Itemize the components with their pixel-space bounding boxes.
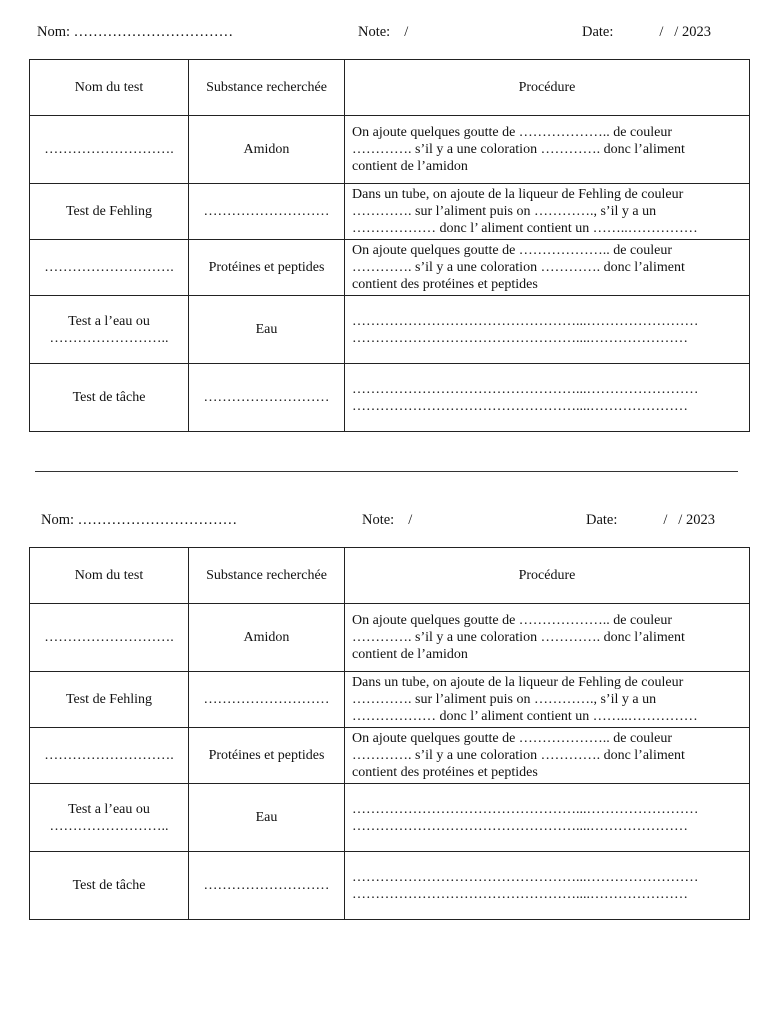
- date-field: [582, 24, 711, 44]
- procedure-cell: [345, 240, 750, 296]
- test-name-line: Test a l’eau ou: [68, 313, 150, 329]
- test-name-line: ……………………..: [49, 330, 169, 346]
- column-header-test-name: Nom du test: [30, 60, 189, 116]
- test-name-cell: Test de Fehling: [30, 184, 189, 240]
- table-header-row: [30, 60, 750, 116]
- procedure-cell: [345, 672, 750, 728]
- procedure-line: On ajoute quelques goutte de ……………….. de couleur: [352, 613, 672, 628]
- grade-slash: /: [408, 512, 413, 528]
- procedure-line: …………………………………………...……………………: [352, 801, 699, 817]
- column-header-test-name: Nom du test: [30, 548, 189, 604]
- substance-cell: ………………………: [189, 184, 345, 240]
- table-row: [30, 296, 750, 364]
- test-name-cell: Test de tâche: [30, 852, 189, 920]
- procedure-line: Dans un tube, on ajoute de la liqueur de Fehling de couleur: [352, 675, 684, 690]
- test-name-cell: ……………………….: [30, 604, 189, 672]
- procedure-cell: [345, 116, 750, 184]
- procedure-line: …………. s’il y a une coloration …………. donc l’aliment: [352, 142, 685, 157]
- substance-cell: Protéines et peptides: [189, 240, 345, 296]
- procedure-cell: [345, 604, 750, 672]
- procedure-line: On ajoute quelques goutte de ……………….. de couleur: [352, 243, 672, 258]
- test-name-cell: ……………………….: [30, 728, 189, 784]
- procedure-line: On ajoute quelques goutte de ……………….. de couleur: [352, 125, 672, 140]
- procedure-cell: [345, 184, 750, 240]
- name-label: Nom:: [37, 24, 71, 40]
- procedure-line: Dans un tube, on ajoute de la liqueur de Fehling de couleur: [352, 187, 684, 202]
- food-tests-table: [29, 547, 750, 920]
- procedure-line: …………………………………………...……………………: [352, 869, 699, 885]
- substance-cell: ………………………: [189, 852, 345, 920]
- substance-cell: Amidon: [189, 604, 345, 672]
- grade-field: [358, 24, 408, 44]
- grade-slash: /: [404, 24, 409, 40]
- name-blank: ……………………………: [73, 24, 234, 40]
- table-row: [30, 604, 750, 672]
- procedure-cell: [345, 784, 750, 852]
- table-row: [30, 852, 750, 920]
- grade-label: Note:: [358, 24, 391, 40]
- grade-field: [362, 512, 412, 532]
- procedure-line: contient de l’amidon: [352, 159, 468, 174]
- column-header-procedure: Procédure: [345, 60, 750, 116]
- food-tests-table: [29, 59, 750, 432]
- procedure-cell: [345, 728, 750, 784]
- table-row: [30, 240, 750, 296]
- name-field: [41, 512, 237, 532]
- procedure-line: ……………… donc l’ aliment contient un ……..……………: [352, 709, 698, 724]
- substance-cell: Amidon: [189, 116, 345, 184]
- procedure-line: contient de l’amidon: [352, 647, 468, 662]
- procedure-line: …………. s’il y a une coloration …………. donc l’aliment: [352, 260, 685, 275]
- procedure-cell: [345, 852, 750, 920]
- cut-line-divider: [35, 471, 738, 472]
- substance-cell: Eau: [189, 784, 345, 852]
- table-row: [30, 728, 750, 784]
- date-field: [586, 512, 715, 532]
- name-field: [37, 24, 233, 44]
- date-label: Date:: [582, 24, 614, 40]
- table-row: [30, 784, 750, 852]
- name-blank: ……………………………: [77, 512, 238, 528]
- test-name-cell: Test de tâche: [30, 364, 189, 432]
- procedure-line: …………………………………………....…………………: [352, 818, 688, 834]
- procedure-line: contient des protéines et peptides: [352, 277, 538, 292]
- procedure-cell: [345, 364, 750, 432]
- test-name-cell: ……………………….: [30, 240, 189, 296]
- table-row: [30, 364, 750, 432]
- procedure-line: …………………………………………...……………………: [352, 313, 699, 329]
- substance-cell: Protéines et peptides: [189, 728, 345, 784]
- procedure-line: …………………………………………....…………………: [352, 398, 688, 414]
- procedure-line: …………. s’il y a une coloration …………. donc l’aliment: [352, 630, 685, 645]
- procedure-line: …………. s’il y a une coloration …………. donc l’aliment: [352, 748, 685, 763]
- table-header-row: [30, 548, 750, 604]
- column-header-substance: Substance recherchée: [189, 60, 345, 116]
- substance-cell: ………………………: [189, 364, 345, 432]
- table-row: [30, 672, 750, 728]
- test-name-cell: ……………………….: [30, 116, 189, 184]
- substance-cell: Eau: [189, 296, 345, 364]
- procedure-line: On ajoute quelques goutte de ……………….. de couleur: [352, 731, 672, 746]
- procedure-line: …………………………………………....…………………: [352, 330, 688, 346]
- name-label: Nom:: [41, 512, 75, 528]
- grade-label: Note:: [362, 512, 395, 528]
- procedure-line: …………………………………………....…………………: [352, 886, 688, 902]
- procedure-line: …………. sur l’aliment puis on …………., s’il y a un: [352, 204, 657, 219]
- procedure-line: ……………… donc l’ aliment contient un ……..……………: [352, 221, 698, 236]
- test-name-cell: [30, 296, 189, 364]
- table-row: [30, 116, 750, 184]
- table-row: [30, 184, 750, 240]
- procedure-line: …………. sur l’aliment puis on …………., s’il y a un: [352, 692, 657, 707]
- test-name-line: ……………………..: [49, 818, 169, 834]
- column-header-substance: Substance recherchée: [189, 548, 345, 604]
- substance-cell: ………………………: [189, 672, 345, 728]
- procedure-cell: [345, 296, 750, 364]
- date-label: Date:: [586, 512, 618, 528]
- date-value: / / 2023: [663, 512, 715, 528]
- date-value: / / 2023: [659, 24, 711, 40]
- test-name-cell: Test de Fehling: [30, 672, 189, 728]
- test-name-cell: [30, 784, 189, 852]
- column-header-procedure: Procédure: [345, 548, 750, 604]
- test-name-line: Test a l’eau ou: [68, 801, 150, 817]
- procedure-line: …………………………………………...……………………: [352, 381, 699, 397]
- procedure-line: contient des protéines et peptides: [352, 765, 538, 780]
